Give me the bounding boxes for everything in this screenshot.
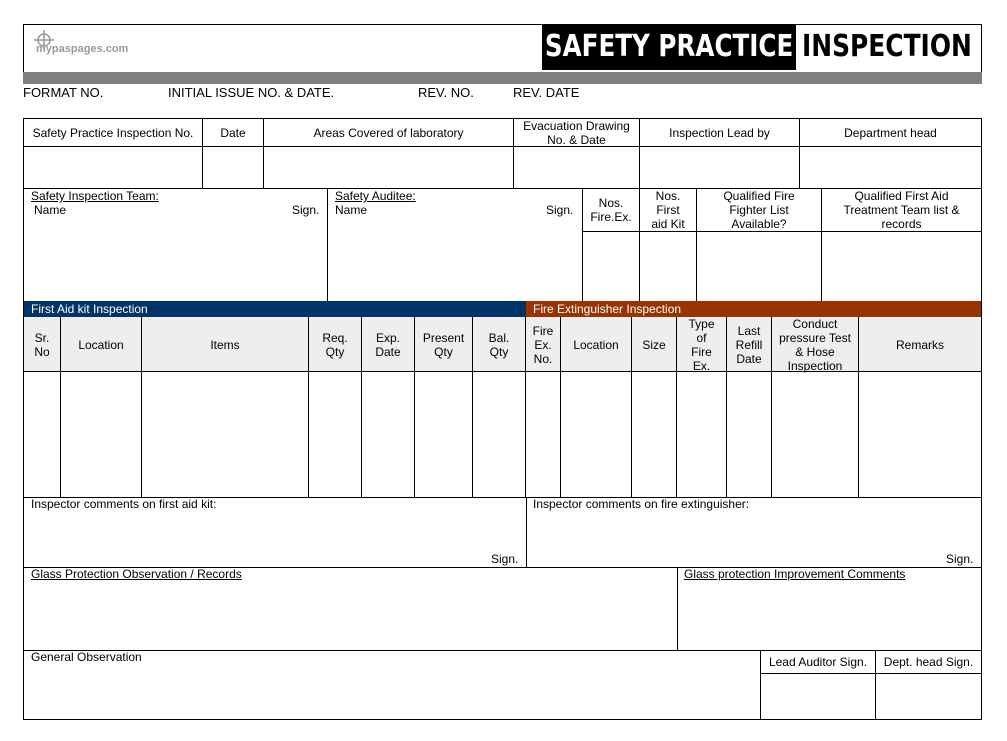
- lead-auditor-sign-input[interactable]: [761, 674, 875, 719]
- team-entry-area[interactable]: [25, 218, 326, 300]
- table1-input-inspection-no[interactable]: [24, 147, 203, 189]
- auditee-label: Safety Auditee:: [335, 189, 416, 203]
- fe-header-conduct-pressure: Conduct pressure Test & Hose Inspection: [772, 317, 859, 372]
- qualified-fire-header: Qualified Fire Fighter List Available?: [723, 189, 795, 231]
- logo: [32, 30, 142, 54]
- first-aid-bar: First Aid kit Inspection: [24, 301, 526, 317]
- rev-date: REV. DATE: [513, 85, 580, 100]
- glass-improvement-input[interactable]: [678, 583, 980, 649]
- fa-col-location[interactable]: [61, 372, 142, 497]
- logo-text: mypaspages.com: [36, 43, 129, 55]
- team-sign: Sign.: [292, 203, 320, 217]
- fe-comments-label: Inspector comments on fire extinguisher:: [533, 497, 750, 511]
- fe-col-fire-ex-no[interactable]: [526, 372, 561, 497]
- fe-col-remarks[interactable]: [859, 372, 981, 497]
- table1-header-dept-head: Department head: [800, 119, 981, 147]
- fa-header-exp-date: Exp. Date: [362, 317, 415, 372]
- fa-header-items: Items: [142, 317, 309, 372]
- fa-header-present-qty: Present Qty: [415, 317, 473, 372]
- general-observation-label: General Observation: [31, 650, 142, 664]
- table1-header-lead: Inspection Lead by: [640, 119, 800, 147]
- header-underbar: [23, 72, 982, 84]
- nos-first-aid-input[interactable]: [640, 232, 696, 301]
- table1-input-lead[interactable]: [640, 147, 800, 189]
- fe-comments-sign: Sign.: [946, 552, 974, 566]
- qualified-fire-input[interactable]: [697, 232, 821, 301]
- fa-header-location: Location: [61, 317, 142, 372]
- fe-col-type[interactable]: [677, 372, 727, 497]
- fa-col-bal-qty[interactable]: [473, 372, 526, 497]
- table1-input-date[interactable]: [203, 147, 264, 189]
- fa-col-exp-date[interactable]: [362, 372, 415, 497]
- fe-col-conduct-pressure[interactable]: [772, 372, 859, 497]
- fe-header-location: Location: [561, 317, 632, 372]
- table1-header-evacuation: Evacuation Drawing No. & Date: [514, 119, 640, 147]
- table1-input-areas[interactable]: [264, 147, 514, 189]
- title-part1: SAFETY PRACTICE: [544, 29, 794, 64]
- team-label: Safety Inspection Team:: [31, 189, 159, 203]
- nos-fire-ex-input[interactable]: [583, 232, 639, 301]
- fe-col-location[interactable]: [561, 372, 632, 497]
- fa-comments-sign: Sign.: [491, 552, 519, 566]
- fa-header-sr-no: Sr. No: [24, 317, 61, 372]
- table1-header-areas: Areas Covered of laboratory: [264, 119, 514, 147]
- lead-auditor-sign-label: Lead Auditor Sign.: [768, 655, 868, 669]
- title-part2: INSPECTION: [802, 29, 972, 64]
- nos-first-aid-header: Nos. First aid Kit: [651, 189, 685, 231]
- team-name: Name: [34, 203, 67, 217]
- fa-col-present-qty[interactable]: [415, 372, 473, 497]
- dept-head-sign-label: Dept. head Sign.: [883, 655, 974, 669]
- qualified-first-aid-input[interactable]: [822, 232, 981, 301]
- table1-input-evacuation[interactable]: [514, 147, 640, 189]
- fa-col-req-qty[interactable]: [309, 372, 362, 497]
- fe-header-last-refill: Last Refill Date: [727, 317, 772, 372]
- auditee-name: Name: [335, 203, 368, 217]
- fe-comments-input[interactable]: [527, 513, 980, 551]
- auditee-entry-area[interactable]: [329, 218, 581, 300]
- dept-head-sign-input[interactable]: [876, 674, 981, 719]
- fe-header-type: Type of Fire Ex.: [677, 317, 727, 372]
- fire-ext-bar: Fire Extinguisher Inspection: [526, 301, 981, 317]
- table1-header-inspection-no: Safety Practice Inspection No.: [24, 119, 203, 147]
- fe-header-remarks: Remarks: [895, 337, 944, 352]
- table1-header-date: Date: [203, 119, 264, 147]
- auditee-sign: Sign.: [546, 203, 574, 217]
- fa-header-req-qty: Req. Qty: [309, 317, 362, 372]
- glass-observation-label: Glass Protection Observation / Records: [31, 567, 242, 581]
- fe-col-last-refill[interactable]: [727, 372, 772, 497]
- general-observation-input[interactable]: [25, 666, 759, 719]
- fa-comments-input[interactable]: [25, 513, 525, 551]
- fe-header-fire-ex-no: Fire Ex. No.: [526, 317, 561, 372]
- rev-no: REV. NO.: [418, 85, 474, 100]
- fa-col-sr-no[interactable]: [24, 372, 61, 497]
- table1-input-dept-head[interactable]: [800, 147, 981, 189]
- qualified-first-aid-header: Qualified First Aid Treatment Team list & records: [843, 189, 960, 231]
- initial-issue: INITIAL ISSUE NO. & DATE.: [168, 85, 335, 100]
- glass-improvement-label: Glass protection Improvement Comments: [684, 567, 906, 581]
- fe-header-size: Size: [632, 317, 677, 372]
- glass-observation-input[interactable]: [25, 583, 676, 649]
- fa-comments-label: Inspector comments on first aid kit:: [31, 497, 217, 511]
- fa-col-items[interactable]: [142, 372, 309, 497]
- format-no: FORMAT NO.: [23, 85, 104, 100]
- nos-fire-ex-header: Nos. Fire.Ex.: [590, 196, 632, 224]
- fe-col-size[interactable]: [632, 372, 677, 497]
- fa-header-bal-qty: Bal. Qty: [473, 317, 526, 372]
